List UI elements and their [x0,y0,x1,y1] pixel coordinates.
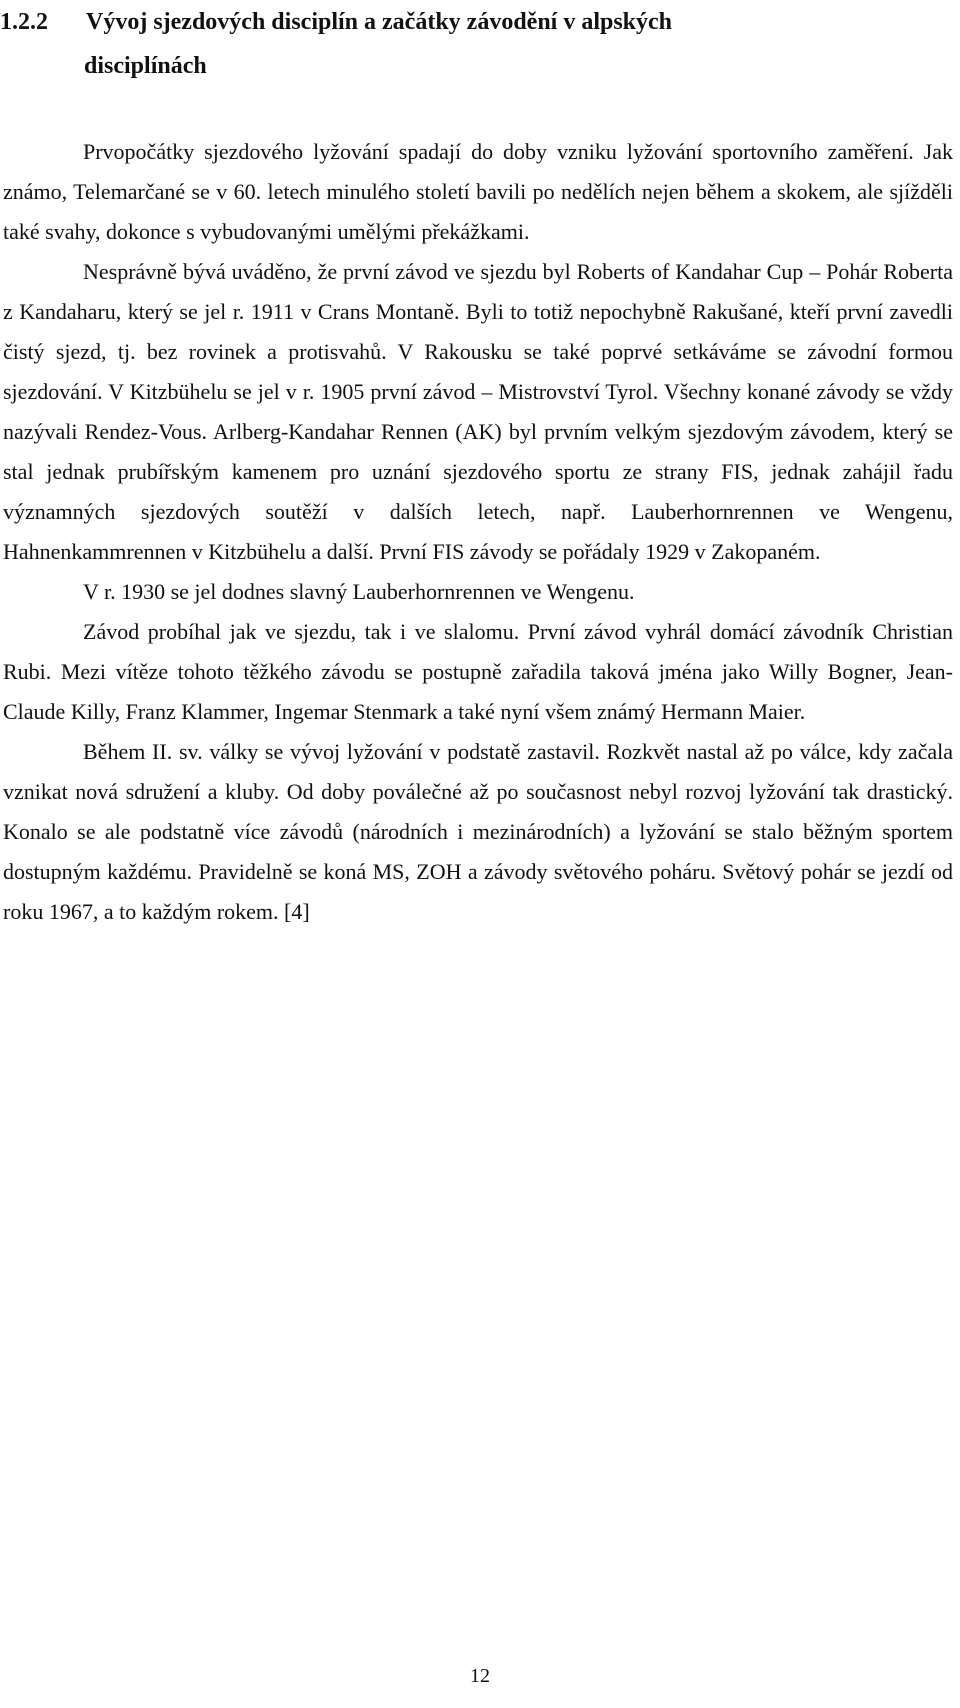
body-text [3,132,953,932]
paragraph-4: Závod probíhal jak ve sjezdu, tak i ve slalomu. První závod vyhrál domácí závodník Christian Rubi. Mezi vítěze tohoto těžkého závodu se postupně zařadila taková jména jako Willy Bogner, Jean-Claude Killy, Franz Klammer, Ingemar Stenmark a také nyní všem známý Hermann Maier. [3,619,953,724]
paragraph-1: Prvopočátky sjezdového lyžování spadají do doby vzniku lyžování sportovního zaměření. Jak známo, Telemarčané se v 60. letech minulého století bavili po nedělích nejen během a skokem, ale sjížděli také svahy, dokonce s vybudovanými umělými překážkami. [3,139,953,244]
section-number: 1.2.2 [0,9,48,35]
page-number: 12 [470,1665,490,1687]
section-title-line-2: disciplínách [84,53,207,79]
paragraph-3: V r. 1930 se jel dodnes slavný Lauberhornrennen ve Wengenu. [83,579,635,604]
section-heading [0,0,956,88]
paragraph-2: Nesprávně bývá uváděno, že první závod ve sjezdu byl Roberts of Kandahar Cup – Pohár Roberta z Kandaharu, který se jel r. 1911 v Crans Montaně. Byli to totiž nepochybně Rakušané, kteří první zavedli čistý sjezd, tj. bez rovinek a protisvahů. V Rakousku se také poprvé setkáváme se závodní formou sjezdování. V Kitzbühelu se jel v r. 1905 první závod – Mistrovství Tyrol. Všechny konané závody se vždy nazývali Rendez-Vous. Arlberg-Kandahar Rennen (AK) byl prvním velkým sjezdovým závodem, který se stal jednak prubířským kamenem pro uznání sjezdového sportu ze strany FIS, jednak zahájil řadu významných sjezdových soutěží v dalších letech, např. Lauberhornrennen ve Wengenu, Hahnenkammrennen v Kitzbühelu a další. První FIS závody se pořádaly 1929 v Zakopaném. [3,259,953,564]
paragraph-5: Během II. sv. války se vývoj lyžování v podstatě zastavil. Rozkvět nastal až po válce, kdy začala vznikat nová sdružení a kluby. Od doby poválečné až po současnost nebyl rozvoj lyžování tak drastický. Konalo se ale podstatně více závodů (národních i mezinárodních) a lyžování se stalo běžným sportem dostupným každému. Pravidelně se koná MS, ZOH a závody světového poháru. Světový pohár se jezdí od roku 1967, a to každým rokem. [4] [3,739,953,924]
section-title-line-1: Vývoj sjezdových disciplín a začátky závodění v alpských [86,9,673,35]
